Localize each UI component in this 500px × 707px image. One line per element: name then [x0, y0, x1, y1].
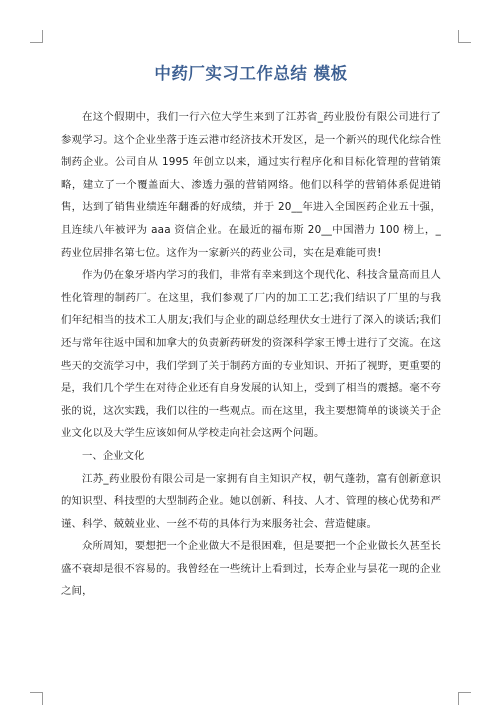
paragraph-intro: 在这个假期中，我们一行六位大学生来到了江苏省_药业股份有限公司进行了参观学习。这个企业坐落于连云港市经济技术开发区，是一个新兴的现代化综合性制药企业。公司自从 1995 年创立以来，通过实行程序化和目标化管理的营销策略，建立了一个覆盖面大、渗透力强的营销网络。他们以科学的营销体系促进销售，达到了销售业绩连年翻番的好成绩，并于 20__年进入全国医药企业五十强，且连续八年被评为 aaa 资信企业。在最近的福布斯 20__中国潜力 100 榜上，_药业位居排名第七位。这作为一家新兴的药业公司，实在是难能可贵!	[61, 111, 441, 259]
paragraph-experience: 作为仍在象牙塔内学习的我们，非常有幸来到这个现代化、科技含量高而且人性化管理的制药厂。在这里，我们参观了厂内的加工工艺;我们结识了厂里的与我们年纪相当的技术工人朋友;我们与企业的副总经理伏女士进行了深入的谈话;我们还与常年往返中国和加拿大的负责新药研发的资深科学家王博士进行了交流。在这些天的交流学习中，我们学到了关于制药方面的专业知识、开拓了视野，更重要的是，我们几个学生在对待企业还有自身发展的认知上，受到了相当的震撼。毫不夸张的说，这次实践，我们以往的一些观点。而在这里，我主要想简单的谈谈关于企业文化以及大学生应该如何从学校走向社会这两个问题。	[61, 269, 441, 440]
document-body	[61, 62, 441, 603]
paragraph-company-culture: 江苏_药业股份有限公司是一家拥有自主知识产权，朝气蓬勃，富有创新意识的知识型、科技型的大型制药企业。她以创新、科技、人才、管理的核心优势和严谨、科学、兢兢业业、一丝不苟的具体行为来服务社会、营造健康。	[61, 472, 441, 530]
corner-mark-bottom-right	[458, 692, 471, 705]
document-title: 中药厂实习工作总结 模板	[154, 64, 348, 83]
corner-mark-top-right	[458, 30, 471, 43]
corner-mark-top-left	[30, 30, 43, 43]
section-heading: 一、企业文化	[82, 449, 145, 462]
corner-mark-bottom-left	[30, 692, 43, 705]
paragraph-longevity: 众所周知，要想把一个企业做大不是很困难，但是要把一个企业做长久甚至长盛不衰却是很不容易的。我曾经在一些统计上看到过，长寿企业与昙花一现的企业之间，	[61, 540, 441, 598]
